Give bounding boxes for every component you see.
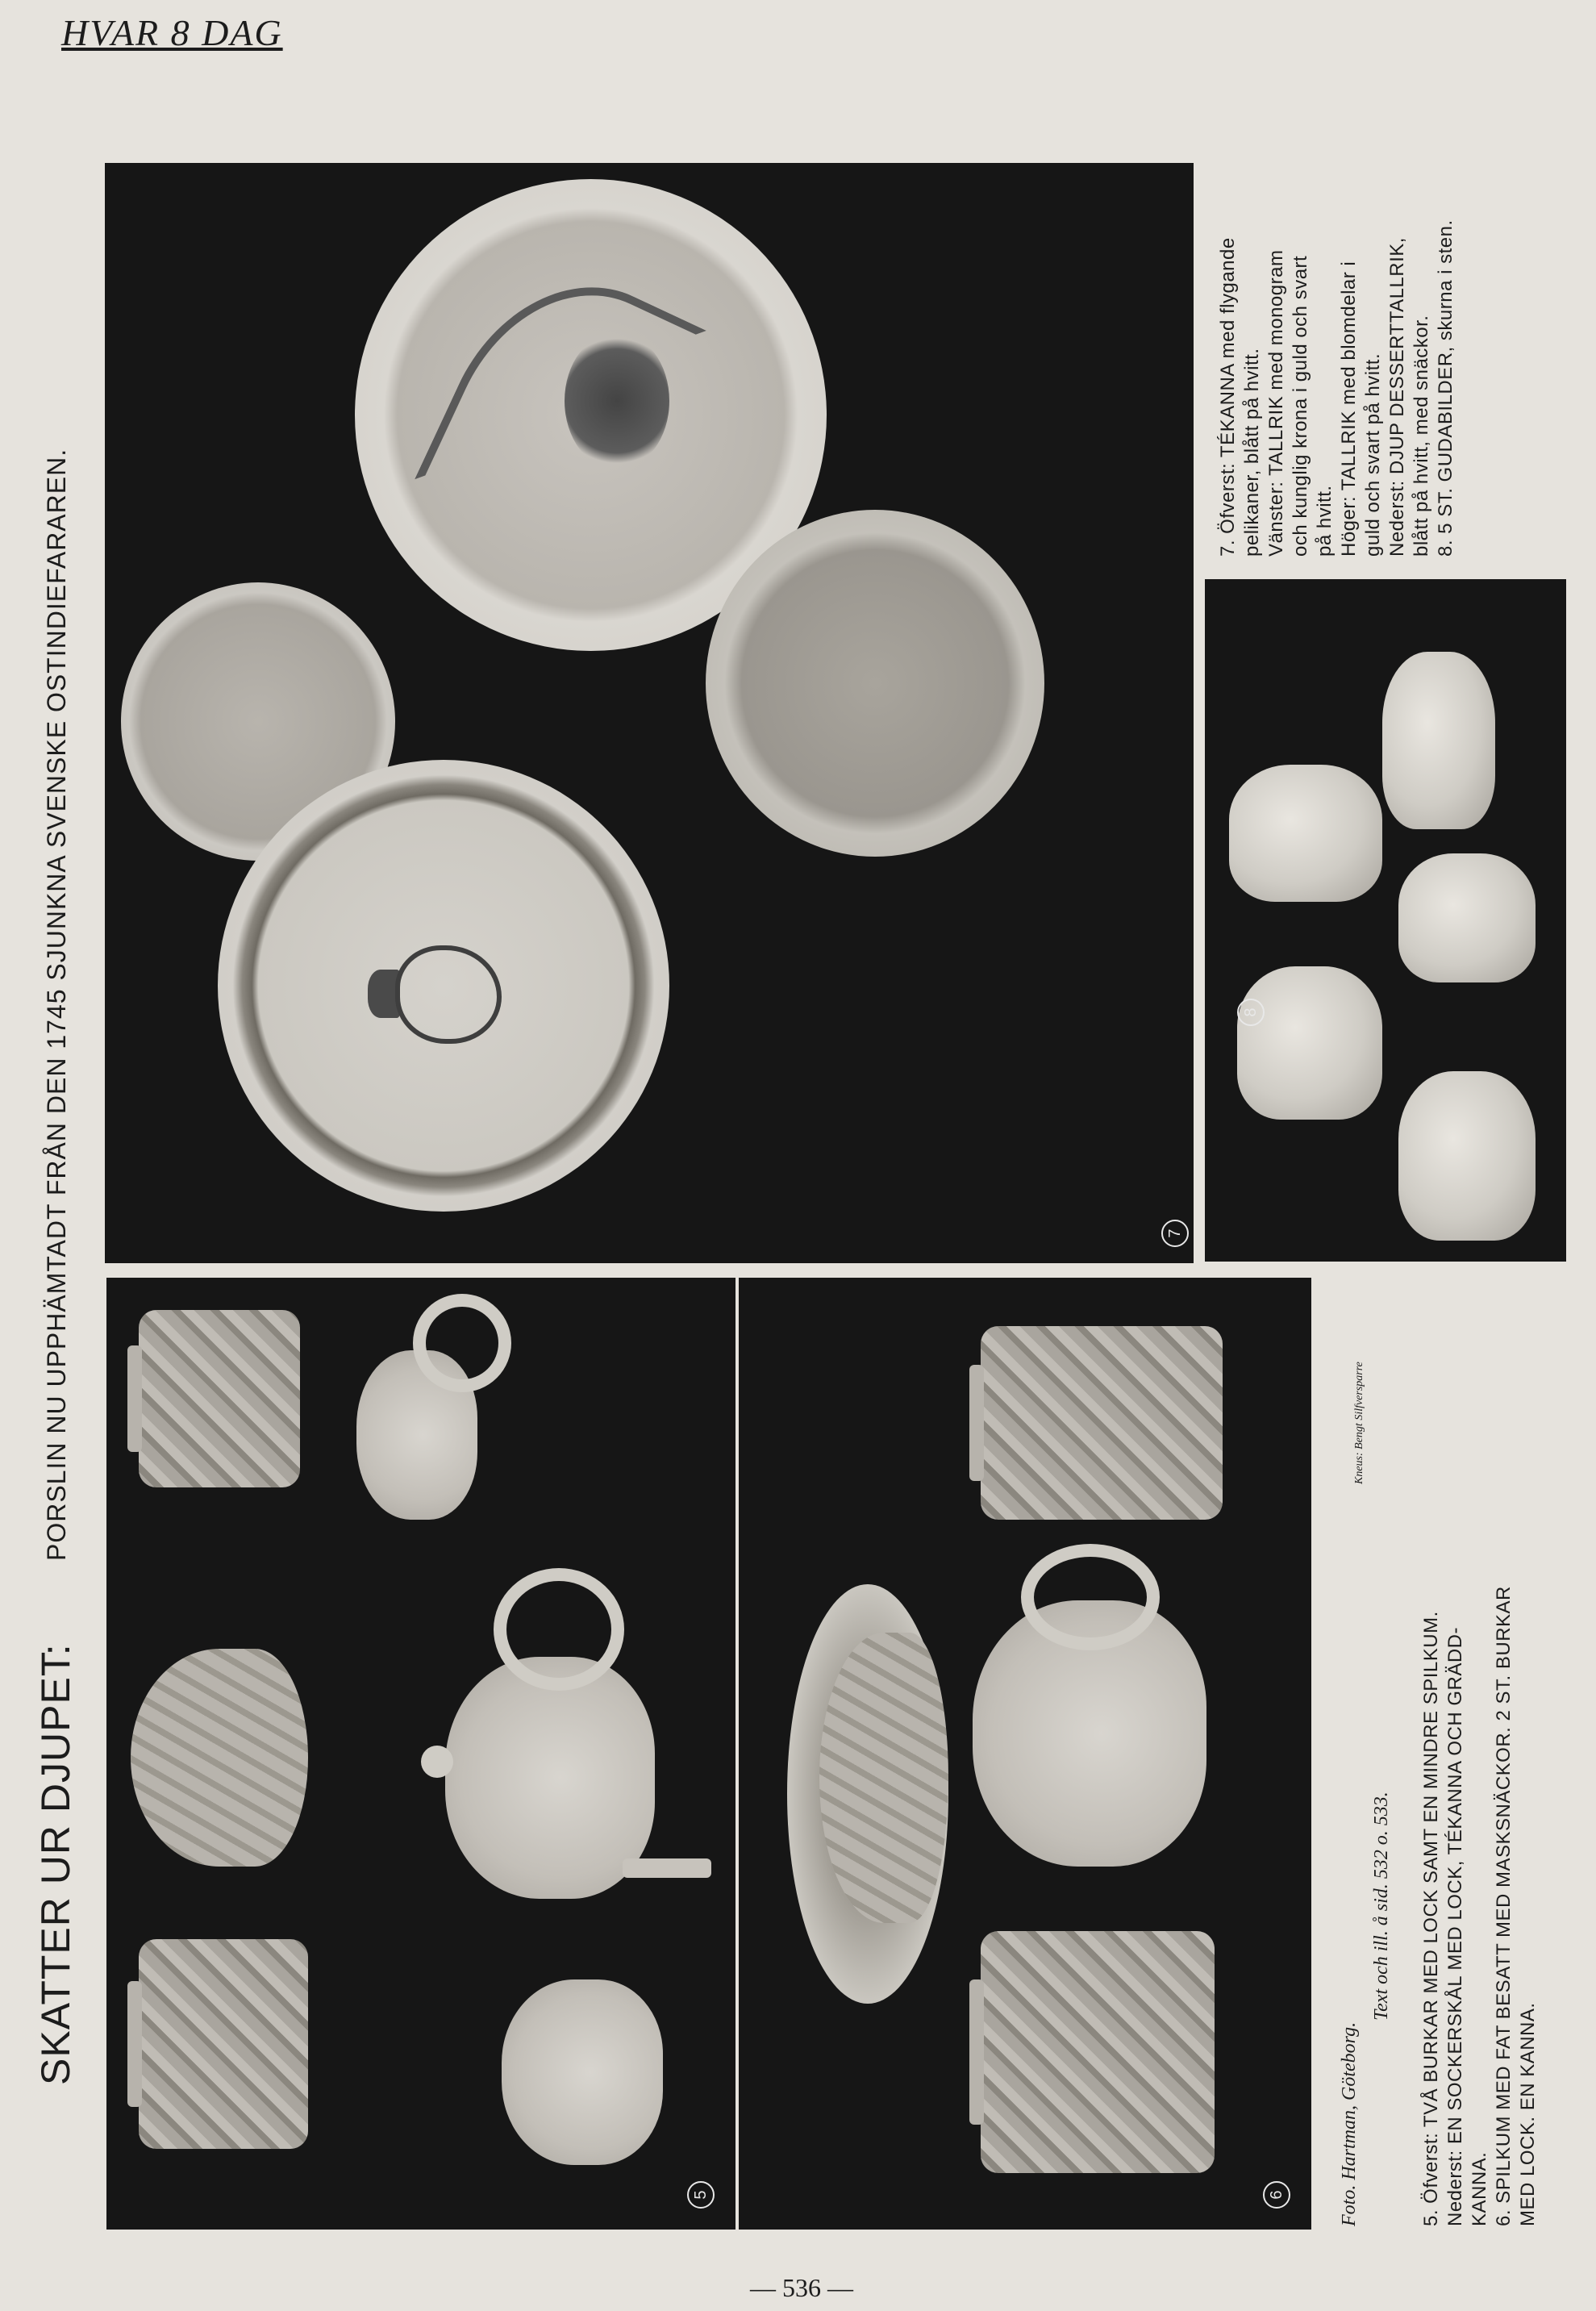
caption-line: KANNA. [1469,2151,1490,2226]
photo-credit: Foto. Hartman, Göteborg. [1339,2021,1360,2226]
jar-with-lid [981,1931,1215,2173]
jug-handle [413,1294,511,1392]
captions-panels-7-8 [1216,219,1458,557]
magazine-header [61,11,283,54]
magazine-title: HVAR 8 DAG [61,12,283,53]
teapot-handle [494,1568,624,1691]
figurine [1237,966,1382,1120]
caption-line: blått på hvitt, med snäckor. [1411,315,1432,557]
photo-panel-7 [105,163,1194,1263]
photo-panel-6 [739,1278,1311,2230]
page-subtitle: PORSLIN NU UPPHÄMTADT FRÅN DEN 1745 SJUNKNA SVENSKE OSTINDIEFARAREN. [42,448,71,1561]
jar-with-lid [981,1326,1223,1520]
teapot-spout [623,1858,711,1878]
caption-line: Vänster: TALLRIK med monogram [1265,249,1287,557]
caption-line: och kunglig krona i guld och svart [1290,255,1311,557]
caption-line: på hvitt. [1314,485,1336,557]
bowl-with-shells [819,1633,948,1923]
jar-with-lid [139,1310,300,1487]
caption-line: pelikaner, blått på hvitt. [1241,348,1263,557]
caption-line: 8. 5 ST. GUDABILDER, skurna i sten. [1435,219,1456,557]
panel-number-7: 7 [1161,1220,1189,1247]
photo-panel-5 [106,1278,735,2230]
caption-line: 7. Öfverst: TÉKANNA med flygande [1217,237,1239,557]
monogram-motif [395,945,502,1044]
text-reference: Text och ill. å sid. 532 o. 533. [1371,1792,1392,2021]
caption-line: MED LOCK. EN KANNA. [1517,2002,1539,2226]
caption-line: Höger: TALLRIK med blomdelar i [1338,261,1360,557]
peony-motif [565,332,669,469]
page-title: SKATTER UR DJUPET: [33,1643,78,2085]
caption-line: Nederst: DJUP DESSERTTALLRIK, [1386,237,1408,557]
jar-with-lid [139,1939,308,2149]
jug-handle [1021,1544,1160,1650]
caption-line: 5. Öfverst: TVÅ BURKAR MED LOCK SAMT EN MINDRE SPILKUM. [1420,1611,1442,2226]
photo-panel-8 [1205,579,1566,1262]
small-bowl [131,1649,308,1867]
figurine [1398,1071,1536,1241]
teapot-knob [421,1746,453,1778]
figurine [1382,652,1495,829]
panel-number-5: 5 [687,2181,715,2209]
figurine [1229,765,1382,902]
caption-line: Nederst: EN SOCKERSKÅL MED LOCK, TÉKANNA OCH GRÄDD- [1444,1626,1466,2226]
captions-panels-5-6 [1419,1586,1540,2226]
plate-monogram [218,760,669,1212]
plate-flower-parts [706,510,1044,857]
page-number: — 536 — [750,2273,853,2302]
caption-line: guld och svart på hvitt. [1362,352,1384,557]
artist-credit: Kneus: Bengt Silfversparre [1353,1362,1365,1484]
caption-line: 6. SPILKUM MED FAT BESATT MED MASKSNÄCKOR. 2 ST. BURKAR [1493,1586,1515,2226]
panel-number-8: 8 [1237,999,1265,1026]
figurine [1398,853,1536,982]
panel-number-6: 6 [1263,2181,1290,2209]
sugar-bowl [502,1979,663,2165]
